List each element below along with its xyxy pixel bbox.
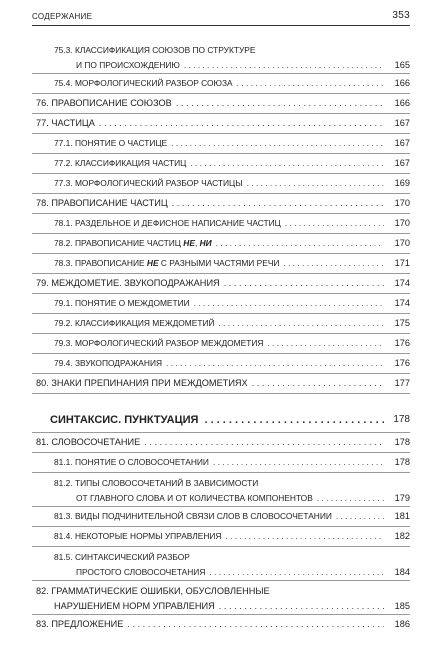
toc-entry-text: 81. СЛОВОСОЧЕТАНИЕ [36, 437, 141, 447]
toc-entry-text-first: 81.2. ТИПЫ СЛОВОСОЧЕТАНИЙ В ЗАВИСИМОСТИ [54, 478, 259, 488]
toc-entry-text: 75.4. МОРФОЛОГИЧЕСКИЙ РАЗБОР СОЮЗА [54, 78, 233, 88]
toc-entry-text: 78.1. РАЗДЕЛЬНОЕ И ДЕФИСНОЕ НАПИСАНИЕ ЧАСТИЦ [54, 218, 281, 228]
toc-page: 179 [394, 493, 410, 503]
toc-entry-79-2[interactable] [32, 314, 410, 334]
toc-entry-text: 81.4. НЕКОТОРЫЕ НОРМЫ УПРАВЛЕНИЯ [54, 531, 222, 541]
toc-entry-78-3[interactable] [32, 254, 410, 274]
toc-entry-82[interactable] [32, 581, 410, 615]
toc-entry-79[interactable] [32, 274, 410, 294]
leader-dots [317, 490, 384, 506]
toc-page: 178 [394, 457, 410, 467]
leader-dots [285, 214, 384, 233]
leader-dots [213, 453, 384, 472]
leader-dots [176, 94, 384, 113]
leader-dots [247, 174, 384, 193]
toc-entry-81-1[interactable] [32, 453, 410, 473]
toc-entry-text: 76. ПРАВОПИСАНИЕ СОЮЗОВ [36, 98, 172, 108]
toc-entry-text: ПРОСТОГО СЛОВОСОЧЕТАНИЯ [76, 567, 206, 577]
leader-dots [283, 254, 384, 273]
toc-entry-text: 77.2. КЛАССИФИКАЦИЯ ЧАСТИЦ [54, 158, 187, 168]
toc-page: 185 [394, 601, 410, 611]
toc-entry-text: 80. ЗНАКИ ПРЕПИНАНИЯ ПРИ МЕЖДОМЕТИЯХ [36, 378, 248, 388]
toc-page: 167 [394, 118, 410, 128]
toc-entry-81-2[interactable] [32, 473, 410, 507]
toc-entry-75-3[interactable] [32, 40, 410, 74]
toc-entry-77-1[interactable] [32, 134, 410, 154]
toc-entry-text: 81.3. ВИДЫ ПОДЧИНИТЕЛЬНОЙ СВЯЗИ СЛОВ В СЛОВОСОЧЕТАНИИ [54, 511, 332, 521]
toc-page: 167 [394, 138, 410, 148]
leader-dots [184, 57, 384, 73]
toc-entry-77-2[interactable] [32, 154, 410, 174]
toc-entry-78-2[interactable] [32, 234, 410, 254]
toc-entry-81[interactable] [32, 433, 410, 453]
toc-entry-text: НАРУШЕНИЕМ НОРМ УПРАВЛЕНИЯ [54, 601, 215, 611]
toc-entry-78-1[interactable] [32, 214, 410, 234]
toc-page: 169 [394, 178, 410, 188]
toc-page: 167 [394, 158, 410, 168]
toc-page: 178 [393, 414, 410, 425]
leader-dots [190, 154, 384, 173]
toc-entry-81-4[interactable] [32, 527, 410, 547]
toc-entry-81-5[interactable] [32, 547, 410, 581]
toc-page: 184 [394, 567, 410, 577]
toc-page: 170 [394, 198, 410, 208]
leader-dots [336, 507, 384, 526]
toc-page: 181 [394, 511, 410, 521]
leader-dots [99, 114, 384, 133]
toc-page: 174 [394, 298, 410, 308]
table-of-contents [32, 40, 410, 634]
toc-entry-text: 77.3. МОРФОЛОГИЧЕСКИЙ РАЗБОР ЧАСТИЦЫ [54, 178, 243, 188]
toc-entry-text: 77. ЧАСТИЦА [36, 118, 95, 128]
toc-page: 171 [394, 258, 410, 268]
toc-entry-79-4[interactable] [32, 354, 410, 374]
toc-entry-text: 83. ПРЕДЛОЖЕНИЕ [36, 619, 124, 629]
toc-page: 182 [394, 531, 410, 541]
toc-entry-80[interactable] [32, 374, 410, 394]
leader-dots [166, 354, 384, 373]
toc-entry-79-1[interactable] [32, 294, 410, 314]
toc-page: 186 [394, 619, 410, 629]
toc-entry-76[interactable] [32, 94, 410, 114]
toc-page: 176 [394, 358, 410, 368]
leader-dots [252, 374, 384, 393]
leader-dots [267, 334, 384, 353]
toc-entry-text: 77.1. ПОНЯТИЕ О ЧАСТИЦЕ [54, 138, 168, 148]
section-title: СИНТАКСИС. ПУНКТУАЦИЯ [50, 414, 199, 426]
toc-entry-text: 79.4. ЗВУКОПОДРАЖАНИЯ [54, 358, 163, 368]
toc-entry-81-3[interactable] [32, 507, 410, 527]
toc-entry-77[interactable] [32, 114, 410, 134]
toc-section-syntax[interactable] [32, 408, 410, 433]
toc-entry-78[interactable] [32, 194, 410, 214]
toc-entry-text: 78.2. ПРАВОПИСАНИЕ ЧАСТИЦ НЕ, НИ [54, 238, 212, 248]
leader-dots [204, 408, 384, 432]
leader-dots [219, 598, 384, 614]
toc-page: 176 [394, 338, 410, 348]
toc-entry-text: 79.1. ПОНЯТИЕ О МЕЖДОМЕТИИ [54, 298, 190, 308]
toc-entry-text: 81.1. ПОНЯТИЕ О СЛОВОСОЧЕТАНИИ [54, 457, 209, 467]
toc-entry-79-3[interactable] [32, 334, 410, 354]
toc-entry-77-3[interactable] [32, 174, 410, 194]
leader-dots [237, 74, 384, 93]
toc-entry-text: 79.2. КЛАССИФИКАЦИЯ МЕЖДОМЕТИЙ [54, 318, 215, 328]
toc-page: 178 [394, 437, 410, 447]
page-number: 353 [392, 10, 410, 21]
leader-dots [127, 615, 384, 634]
toc-entry-text: 79. МЕЖДОМЕТИЕ. ЗВУКОПОДРАЖАНИЯ [36, 278, 220, 288]
running-header [32, 9, 410, 26]
header-title: СОДЕРЖАНИЕ [32, 12, 93, 21]
toc-entry-text: 78.3. ПРАВОПИСАНИЕ НЕ С РАЗНЫМИ ЧАСТЯМИ РЕЧИ [54, 258, 280, 268]
toc-page: 170 [394, 238, 410, 248]
toc-page: 177 [394, 378, 410, 388]
leader-dots [209, 564, 384, 580]
toc-page: 166 [394, 98, 410, 108]
toc-page: 174 [394, 278, 410, 288]
toc-entry-text: 79.3. МОРФОЛОГИЧЕСКИЙ РАЗБОР МЕЖДОМЕТИЯ [54, 338, 264, 348]
leader-dots [172, 194, 384, 213]
toc-entry-text: 78. ПРАВОПИСАНИЕ ЧАСТИЦ [36, 198, 168, 208]
leader-dots [216, 234, 384, 253]
toc-entry-text-first: 81.5. СИНТАКСИЧЕСКИЙ РАЗБОР [54, 552, 190, 562]
toc-page: 165 [394, 60, 410, 70]
leader-dots [144, 433, 384, 452]
toc-entry-text: И ПО ПРОИСХОЖДЕНИЮ [76, 60, 180, 70]
leader-dots [171, 134, 384, 153]
toc-entry-text-first: 82. ГРАММАТИЧЕСКИЕ ОШИБКИ, ОБУСЛОВЛЕННЫЕ [36, 586, 270, 596]
toc-entry-75-4[interactable] [32, 74, 410, 94]
toc-entry-83[interactable] [32, 615, 410, 634]
toc-entry-text-first: 75.3. КЛАССИФИКАЦИЯ СОЮЗОВ ПО СТРУКТУРЕ [54, 45, 256, 55]
leader-dots [194, 294, 384, 313]
leader-dots [225, 527, 384, 546]
toc-entry-text: ОТ ГЛАВНОГО СЛОВА И ОТ КОЛИЧЕСТВА КОМПОНЕНТОВ [76, 493, 313, 503]
leader-dots [224, 274, 384, 293]
leader-dots [219, 314, 385, 333]
toc-page: 175 [394, 318, 410, 328]
toc-page: 170 [394, 218, 410, 228]
toc-page: 166 [394, 78, 410, 88]
